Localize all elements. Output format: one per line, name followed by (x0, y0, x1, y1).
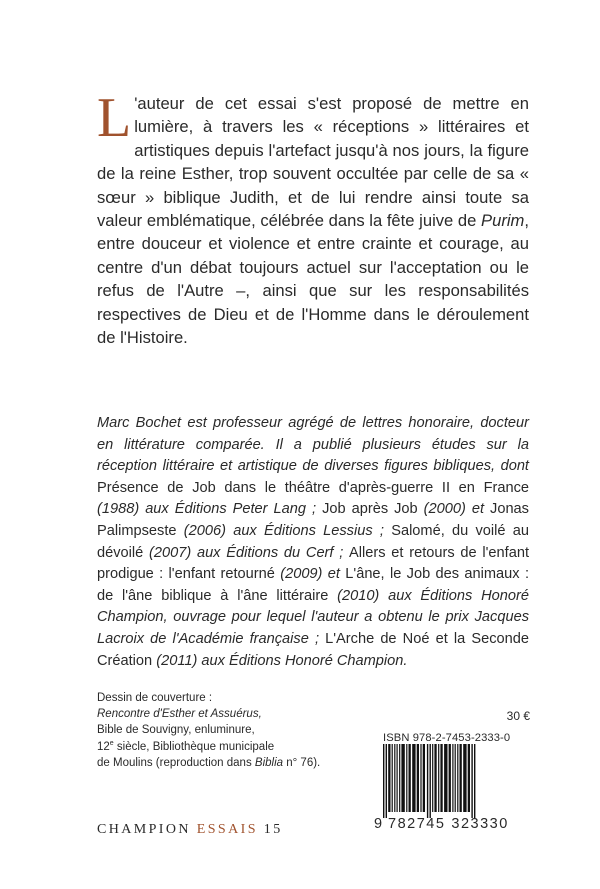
bio-text: (2011) aux Éditions Honoré Champion. (152, 652, 408, 669)
bio-text: (2007) aux Éditions du Cerf ; (143, 544, 350, 561)
barcode-bar (397, 744, 398, 812)
series-number: 15 (263, 822, 283, 837)
bio-text: (2000) et (417, 501, 491, 518)
bio-title: Salomé, du voilé au dévoilé (97, 522, 530, 561)
barcode-bar (394, 744, 395, 812)
bio-title: Job après Job (322, 501, 418, 518)
barcode-guard-bar (386, 744, 387, 818)
series-line (97, 822, 283, 838)
bio-title: L'Arche de Noé et la Seconde Création (97, 630, 530, 669)
barcode-bar (434, 744, 436, 812)
barcode-bar (463, 744, 466, 812)
barcode-guard-bar (471, 744, 472, 818)
barcode (374, 744, 536, 842)
credits-line: de Moulins (reproduction dans Biblia n° 76). (97, 756, 321, 769)
barcode-bar (423, 744, 425, 812)
bio-text: Marc Bochet est professeur agrégé de lettres honoraire, docteur en littérature comparée. Il a publié plusieurs études sur la réception littéraire et artistique de diverses figures bibliques, dont (97, 415, 529, 475)
barcode-bar (399, 744, 400, 812)
summary-purim: Purim (481, 211, 525, 231)
bio-text: (2010) aux Éditions Honoré Champion, ouvrage pour lequel l'auteur a obtenu le prix Jacques Lacroix de l'Académie française ; (97, 587, 530, 647)
barcode-bar (417, 744, 419, 812)
bio-text: (2006) aux Éditions Lessius ; (176, 522, 392, 539)
author-biography (97, 413, 529, 672)
barcode-group-2: 323330 (451, 816, 509, 832)
credits-line: Dessin de couverture : (97, 692, 213, 704)
bio-text: (1988) aux Éditions Peter Lang ; (97, 501, 323, 518)
barcode-guard-bar (427, 744, 428, 818)
barcode-bar (412, 744, 415, 812)
credits-artwork-title: Rencontre d'Esther et Assuérus, (97, 708, 262, 721)
bio-title: Jonas Palimpseste (97, 501, 529, 539)
summary-text: 'auteur de cet essai s'est proposé de mettre en lumière, à travers les « réceptions » littéraires et artistiques depuis l'artefact jusqu'à nos jours, la figure de la reine Esther, trop souvent occultée par celle de sa « sœur » biblique Judith, et de lui rendre ainsi toute sa valeur emblématique, célébrée dans la fête juive de (97, 94, 529, 231)
barcode-lead-digit: 9 (374, 816, 384, 832)
price-label: 30 € (506, 709, 530, 723)
cover-credits (97, 690, 367, 771)
summary-text-end: , entre douceur et violence et entre crainte et courage, au centre d'un débat toujours actuel sur l'acceptation ou le refus de l'Autre –, ainsi que sur les responsabilités respectives de Dieu et de l'Homme dans le déroulement de l'Histoire. (97, 211, 529, 348)
summary-paragraph (97, 87, 529, 349)
barcode-guard-bar (430, 744, 431, 818)
barcode-bar (452, 744, 453, 812)
bio-title: L'âne, le Job des animaux : de l'âne biblique à l'âne littéraire (97, 566, 529, 604)
series-name: CHAMPION (97, 822, 191, 837)
barcode-bar (406, 744, 407, 812)
drop-cap: L (97, 87, 132, 149)
barcode-digits (374, 816, 536, 832)
bio-title: Allers et retours de l'enfant prodigue : l'enfant retourné (97, 544, 529, 583)
barcode-guard-bar (474, 744, 475, 818)
bio-text: (2009) et (274, 566, 346, 583)
barcode-bar (460, 744, 462, 812)
barcode-bars (383, 744, 533, 818)
credits-line: 12e siècle, Bibliothèque municipale (97, 739, 275, 753)
barcode-bar (388, 744, 390, 812)
barcode-bar (392, 744, 393, 812)
barcode-bar (401, 744, 404, 812)
barcode-bar (449, 744, 451, 812)
bio-title: Présence de Job dans le théâtre d'après-guerre II en France (97, 479, 529, 496)
isbn-label: ISBN 978-2-7453-2333-0 (383, 732, 511, 744)
series-collection: ESSAIS (196, 822, 258, 837)
barcode-bar (440, 744, 442, 812)
barcode-bar (409, 744, 411, 812)
credits-line: Bible de Souvigny, enluminure, (97, 724, 255, 737)
barcode-bar (455, 744, 456, 812)
barcode-bar (420, 744, 421, 812)
barcode-bar (432, 744, 433, 812)
barcode-bar (468, 744, 470, 812)
barcode-bar (444, 744, 447, 812)
barcode-group-1: 782745 (388, 816, 446, 832)
barcode-guard-bar (383, 744, 384, 818)
barcode-bar (438, 744, 439, 812)
barcode-bar (457, 744, 458, 812)
